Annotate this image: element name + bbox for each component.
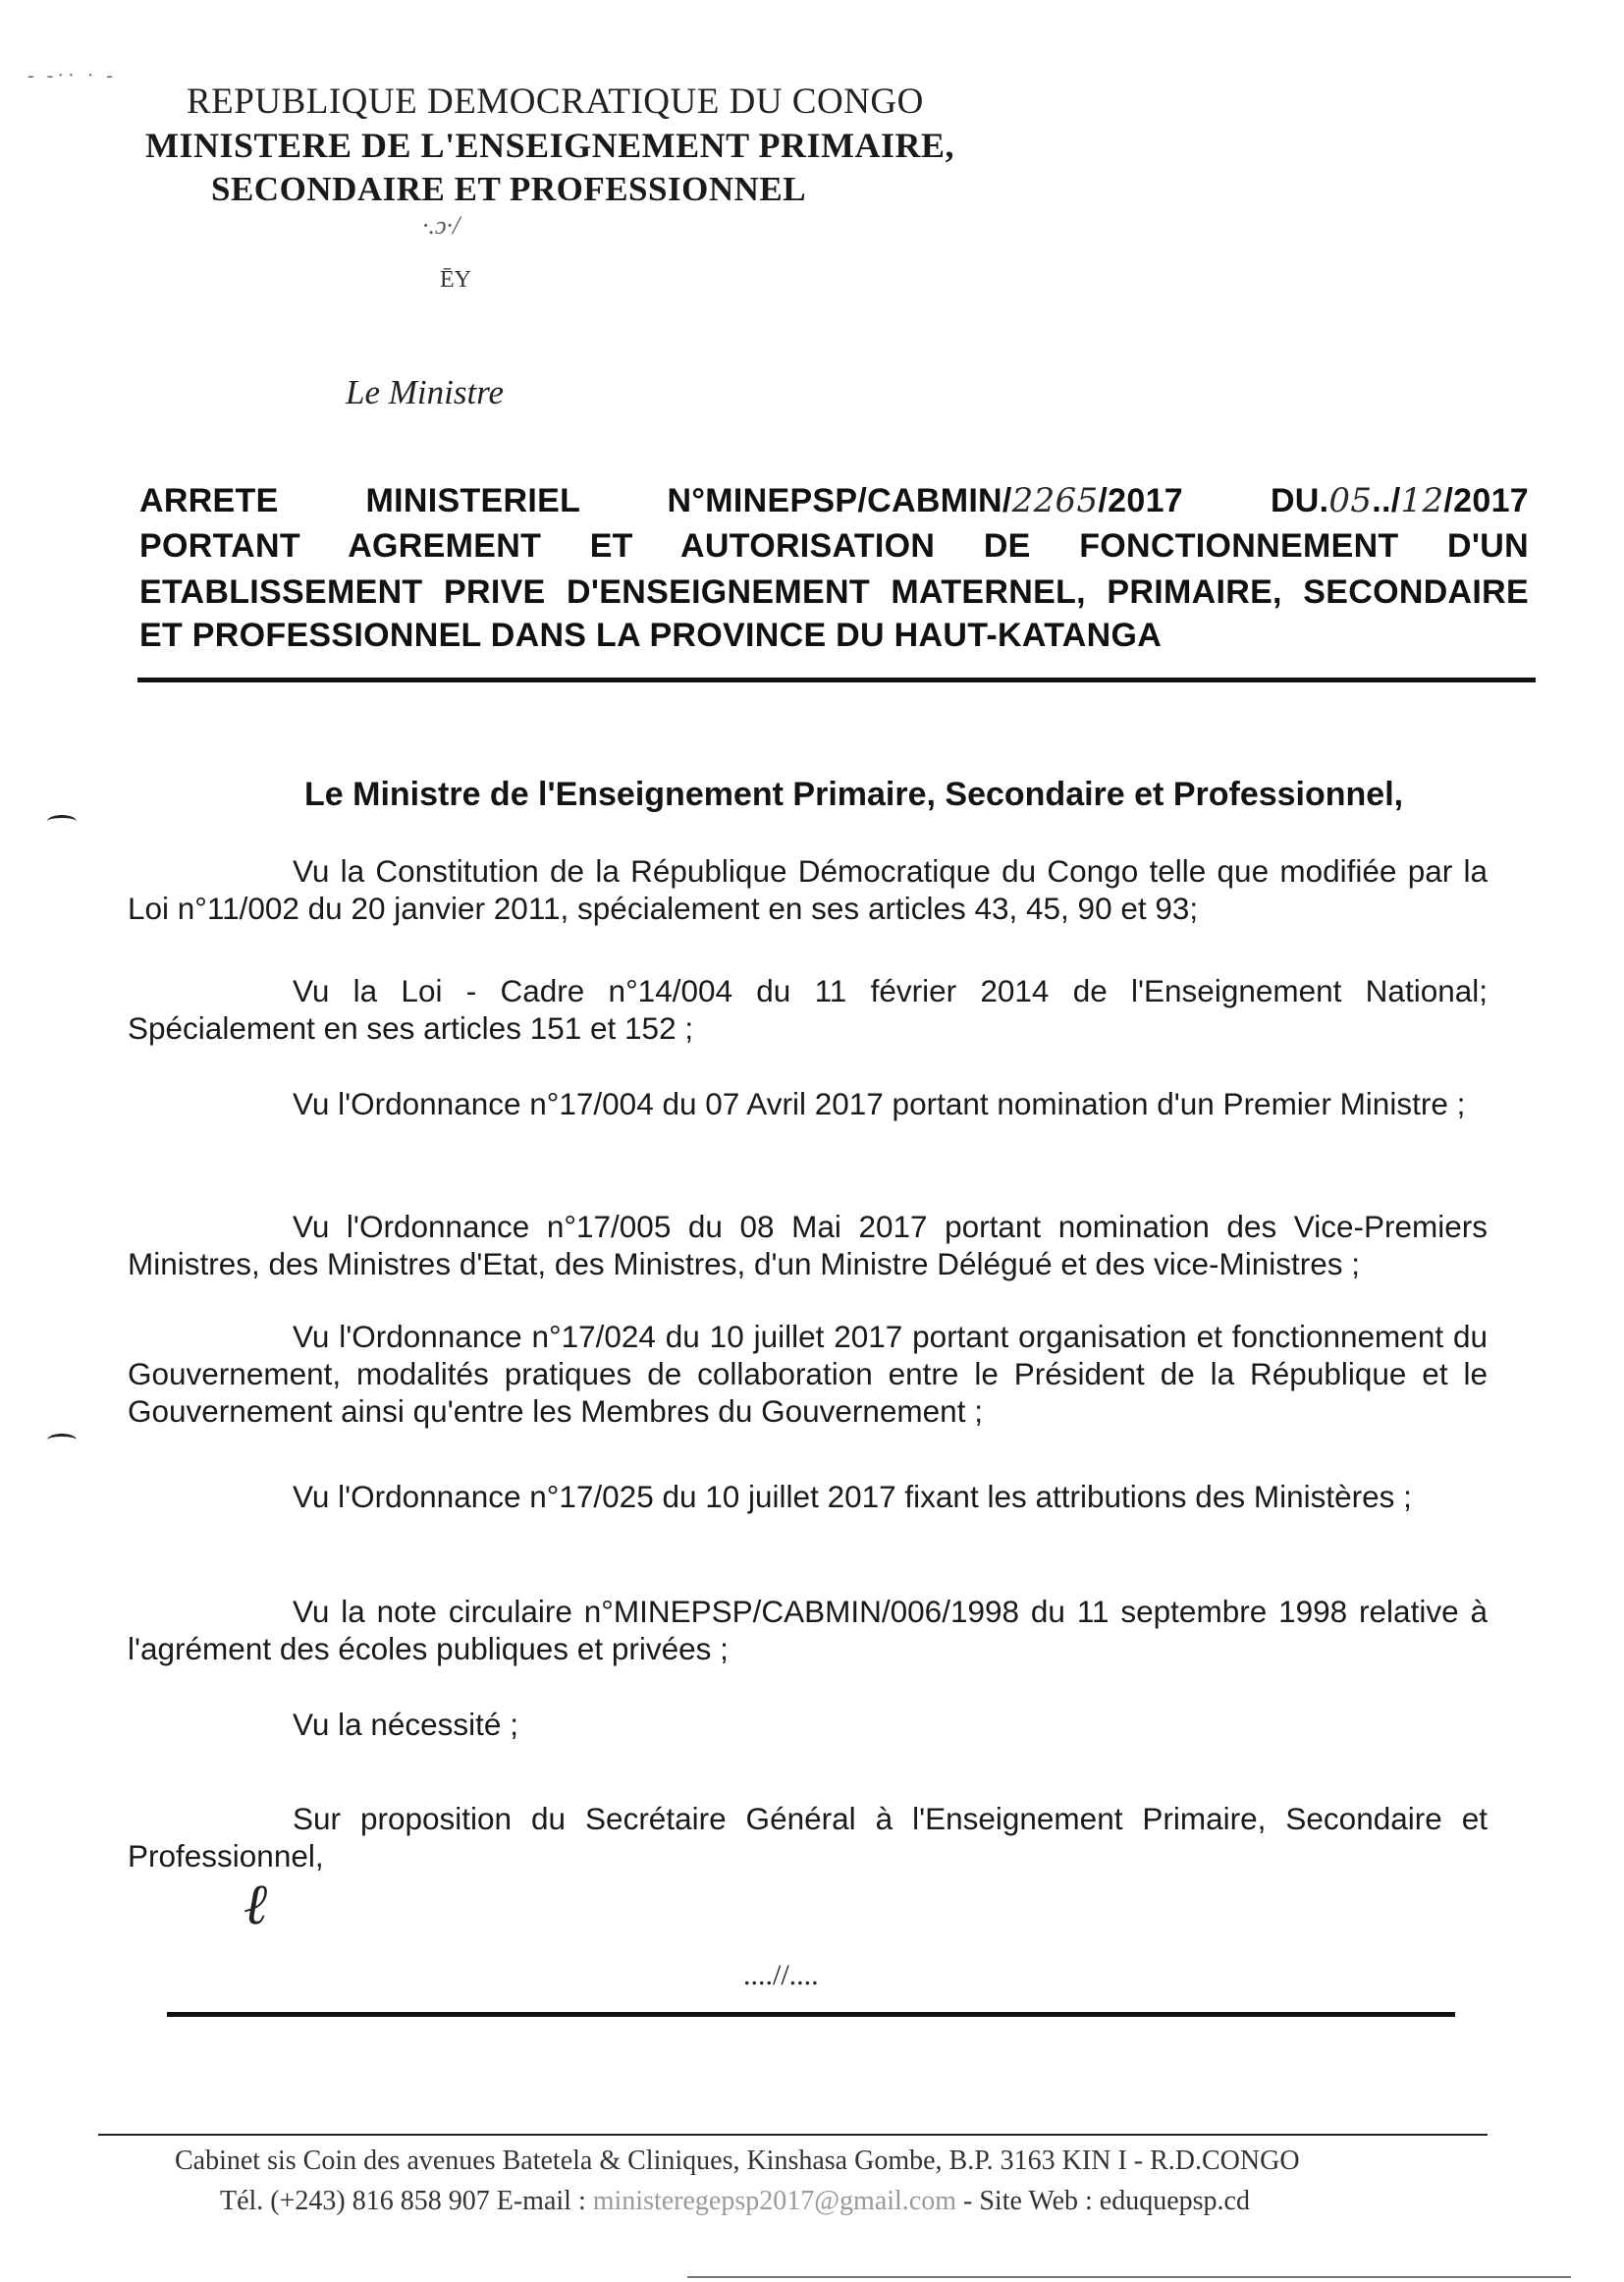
handwritten-mark: ·.ɔ·/ (422, 211, 460, 240)
handwritten-paraf: ℓ (244, 1871, 268, 1937)
recital-paragraph: Vu la Loi - Cadre n°14/004 du 11 février 2014 de l'Enseignement National; Spécialement en ses articles 151 et 152 ; (128, 973, 1488, 1046)
decree-title-line2: PORTANT AGREMENT ET AUTORISATION DE FONCTIONNEMENT D'UN (139, 527, 1529, 565)
recital-paragraph: Vu l'Ordonnance n°17/024 du 10 juillet 2017 portant organisation et fonctionnement du Gouvernement, modalités pratiques de collaboration entre le Président de la République et le Gouvernement ainsi qu'entre les Membres du Gouvernement ; (128, 1319, 1488, 1429)
minister-heading: Le Ministre de l'Enseignement Primaire, Secondaire et Professionnel, (304, 776, 1404, 813)
recital-paragraph: Vu l'Ordonnance n°17/025 du 10 juillet 2017 fixant les attributions des Ministères ; (293, 1479, 1412, 1514)
letterhead-ministry-line1: MINISTERE DE L'ENSEIGNEMENT PRIMAIRE, (145, 126, 954, 165)
recital-paragraph: Sur proposition du Secrétaire Général à l'Enseignement Primaire, Secondaire et Professionnel, (128, 1801, 1488, 1874)
decree-number: N°MINEPSP/CABMIN/2265/2017 (667, 481, 1183, 520)
footer-divider (98, 2134, 1488, 2136)
signatory-label: Le Ministre (346, 373, 505, 411)
handwritten-decree-number: 2265 (1011, 481, 1099, 520)
recital-paragraph: Vu la Constitution de la République Démocratique du Congo telle que modifiée par la Loi n°11/002 du 20 janvier 2011, spécialement en ses articles 43, 45, 90 et 93; (128, 853, 1488, 926)
decree-title-line1 (139, 481, 1529, 520)
margin-mark (47, 815, 77, 828)
scan-mark: - -·· · - (27, 65, 117, 86)
page-continuation-mark: ....//.... (743, 1959, 819, 1991)
handwritten-month: 12 (1400, 481, 1444, 520)
handwritten-initials: ĒY (440, 267, 471, 293)
decree-date: DU.05../12/2017 (1270, 481, 1529, 520)
decree-title-line4: ET PROFESSIONNEL DANS LA PROVINCE DU HAUT-KATANGA (139, 617, 1163, 654)
handwritten-day: 05 (1328, 481, 1373, 520)
letterhead-ministry-line2: SECONDAIRE ET PROFESSIONNEL (211, 170, 807, 208)
footer-address: Cabinet sis Coin des avenues Batetela & Cliniques, Kinshasa Gombe, B.P. 3163 KIN I - R.D.CONGO (175, 2146, 1300, 2176)
recital-paragraph: Vu l'Ordonnance n°17/005 du 08 Mai 2017 portant nomination des Vice-Premiers Ministres, des Ministres d'Etat, des Ministres, d'un Ministre Délégué et des vice-Ministres ; (128, 1209, 1488, 1281)
footer-email: ministeregepsp2017@gmail.com (592, 2186, 957, 2216)
recital-paragraph: Vu la note circulaire n°MINEPSP/CABMIN/006/1998 du 11 septembre 1998 relative à l'agrément des écoles publiques et privées ; (128, 1594, 1488, 1666)
footer-website: - Site Web : eduquepsp.cd (956, 2186, 1250, 2216)
margin-mark (47, 1434, 77, 1446)
letterhead-country: REPUBLIQUE DEMOCRATIQUE DU CONGO (187, 82, 924, 122)
title-word-arrete: ARRETE (139, 482, 279, 519)
title-word-ministeriel: MINISTERIEL (365, 482, 580, 519)
body-end-divider (167, 2012, 1455, 2017)
recital-paragraph: Vu la nécessité ; (293, 1707, 518, 1742)
decree-title-line3: ETABLISSEMENT PRIVE D'ENSEIGNEMENT MATERNEL, PRIMAIRE, SECONDAIRE (139, 573, 1529, 611)
page-edge-line (687, 2276, 1571, 2278)
recital-paragraph: Vu l'Ordonnance n°17/004 du 07 Avril 2017 portant nomination d'un Premier Ministre ; (293, 1086, 1466, 1121)
footer-contacts (220, 2186, 1250, 2217)
footer-phone: Tél. (+243) 816 858 907 E-mail : (220, 2186, 593, 2216)
title-divider (137, 678, 1536, 682)
